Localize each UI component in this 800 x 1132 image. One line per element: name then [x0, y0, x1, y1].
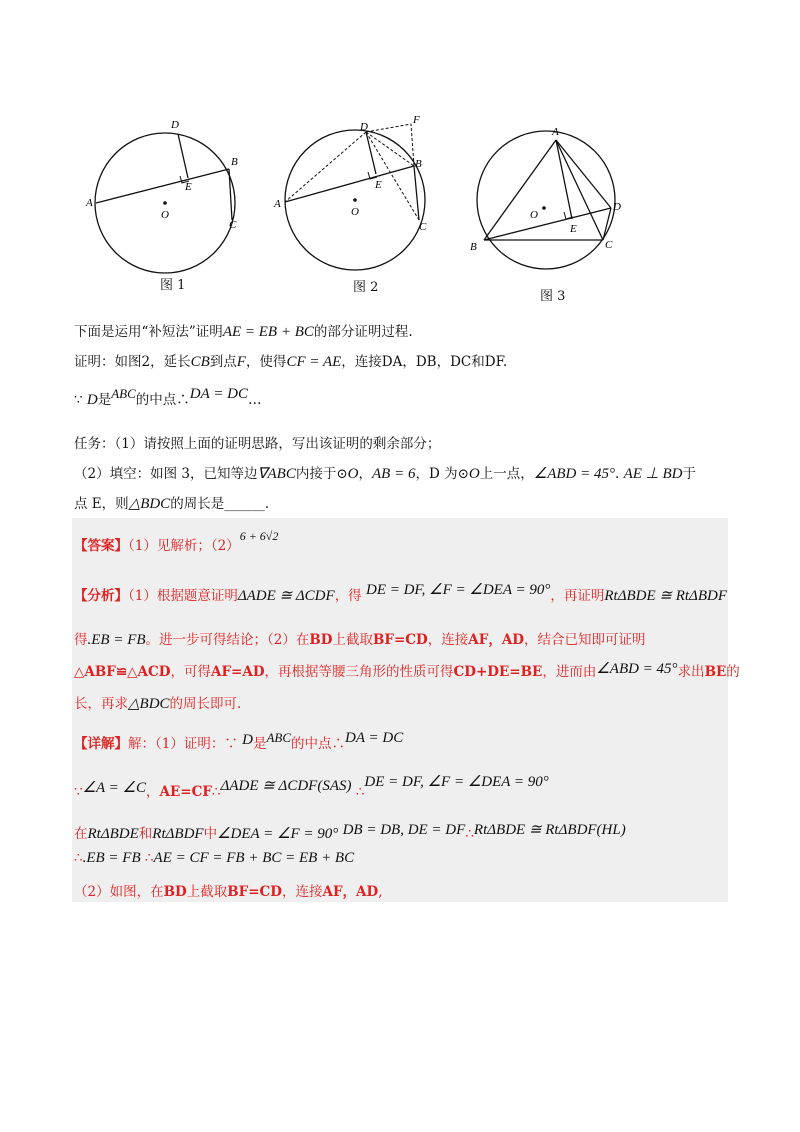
text: 到点 — [209, 354, 237, 370]
text: BF=CD — [373, 632, 428, 648]
math: △BDC — [128, 496, 171, 512]
text: ∴ — [211, 784, 221, 800]
math: ∇ABC — [257, 466, 296, 482]
center-dot — [542, 206, 546, 210]
label-a: A — [274, 198, 281, 210]
body-line-2 — [74, 350, 507, 371]
label-d: D — [360, 121, 368, 133]
math: RtΔBDF — [152, 826, 204, 842]
text: 的中点∴ — [291, 736, 346, 752]
segment-de — [178, 134, 188, 178]
label-o: O — [530, 209, 538, 221]
math: D — [86, 392, 98, 408]
text: 解：（1）证明：∵ — [128, 736, 238, 752]
task-line-1: 任务：（1）请按照上面的证明思路，写出该证明的剩余部分； — [74, 436, 441, 452]
math: AE = CF = FB + BC = EB + BC — [153, 850, 355, 866]
answer-tag: 【答案】 — [74, 538, 128, 554]
math: DE = DF, ∠F = ∠DEA = 90° — [365, 582, 551, 598]
analysis-line-2 — [74, 628, 646, 649]
label-e: E — [185, 181, 192, 193]
detail-line-4 — [74, 850, 354, 867]
text: ∴ — [74, 850, 83, 866]
math: RtΔBDE — [87, 826, 139, 842]
label-c: C — [419, 221, 427, 233]
analysis-line-3 — [74, 660, 740, 681]
figure-1 — [85, 118, 255, 293]
text: ，D 为⊙ — [415, 466, 469, 482]
figure-3-caption: 图 3 — [540, 289, 566, 304]
text: 是 — [97, 392, 112, 408]
figure-1-caption: 图 1 — [160, 278, 186, 293]
text: ∵ — [74, 784, 83, 800]
label-b: B — [231, 156, 238, 168]
math: CF = AE — [286, 354, 342, 370]
text: 上截取 — [186, 884, 228, 900]
detail-line-1 — [74, 732, 403, 753]
text: 的 — [726, 664, 740, 680]
label-a: A — [86, 197, 93, 209]
detail-line-3 — [74, 822, 626, 843]
text: AF，AD — [468, 632, 525, 648]
text: ∵ — [74, 392, 83, 408]
text: ， — [146, 784, 160, 800]
text: ，结合已知即可证明 — [524, 632, 646, 648]
text: 求出 — [677, 664, 705, 680]
chord-ab — [285, 166, 414, 202]
label-c: C — [605, 239, 613, 251]
text: BD — [309, 632, 333, 648]
math: ΔADE ≅ ΔCDF(SAS) — [220, 778, 352, 794]
center-dot — [353, 198, 357, 202]
text: 上一点， — [479, 466, 534, 482]
text: BD — [163, 884, 187, 900]
text: ∴ — [355, 784, 365, 800]
arc-math: ABC — [266, 730, 292, 745]
math: F — [236, 354, 246, 370]
text: （1）根据题意证明 — [128, 588, 238, 604]
task-line-3 — [74, 492, 269, 513]
text: 得 — [74, 632, 88, 648]
text: . — [614, 466, 620, 482]
text: ，连接 — [427, 632, 469, 648]
math: .EB = FB — [87, 632, 146, 648]
math: △BDC — [128, 696, 170, 712]
text: 中 — [203, 826, 218, 842]
text: （2）如图，在 — [74, 884, 164, 900]
analysis-line-1 — [74, 584, 727, 605]
segment-dc — [366, 132, 419, 220]
text: ，再根据等腰三角形的性质可得 — [264, 664, 454, 680]
math: O — [468, 466, 480, 482]
text: 的中点∴ — [135, 392, 190, 408]
text: CD+DE=BE — [453, 664, 543, 680]
label-d: D — [613, 201, 621, 213]
math: AE = EB + BC — [222, 324, 314, 340]
math: .EB = FB — [82, 850, 141, 866]
analysis-line-4 — [74, 692, 241, 713]
text: AF=AD — [210, 664, 265, 680]
figure-2-caption: 图 2 — [353, 280, 379, 295]
detail-line-5 — [74, 880, 383, 900]
text: 下面是运用“补短法”证明 — [74, 324, 223, 340]
chord-bc — [414, 166, 419, 220]
math: AE ⊥ BD — [623, 466, 683, 482]
math: DB = DB, DE = DF — [342, 822, 466, 838]
math: CB — [190, 354, 210, 370]
detail-line-2 — [74, 774, 549, 801]
text: 在 — [74, 826, 88, 842]
text: 于 — [682, 466, 696, 482]
text: 内接于⊙ — [295, 466, 348, 482]
text: ，可得 — [170, 664, 211, 680]
arc-math: ABC — [111, 386, 136, 401]
math: ∠ABD = 45° — [596, 661, 678, 677]
label-b: B — [470, 241, 477, 253]
segment-df — [366, 124, 411, 132]
detail-tag: 【详解】 — [74, 736, 128, 752]
chord-ab — [96, 169, 229, 203]
task-line-2 — [74, 462, 696, 483]
text: 长，再求 — [74, 696, 128, 712]
text: AF，AD — [322, 884, 379, 900]
math: DA = DC — [345, 730, 404, 746]
math: ∠ABD = 45° — [533, 466, 615, 482]
text: 和 — [138, 826, 153, 842]
label-o: O — [351, 206, 359, 218]
math: ΔADE ≅ ΔCDF — [237, 588, 335, 604]
text: ∴ — [144, 850, 154, 866]
text: AE=CF — [159, 784, 212, 800]
text: ，连接 — [341, 354, 382, 370]
circle-o — [477, 131, 615, 269]
text: ， — [358, 466, 373, 482]
segment-ae — [556, 140, 572, 219]
text: ∴ — [465, 826, 474, 842]
segment-dc — [603, 208, 611, 240]
math: O — [347, 466, 359, 482]
text: … — [247, 392, 262, 408]
figure-2 — [272, 112, 444, 292]
text: （2）填空：如图 3，已知等边 — [74, 466, 258, 482]
text: △ABF≌△ACD — [74, 664, 171, 680]
answer-line — [74, 529, 279, 554]
label-o: O — [161, 209, 169, 221]
text: ，进而由 — [542, 664, 597, 680]
answer-value: 6 + 6√2 — [239, 529, 279, 543]
math: D — [242, 732, 253, 748]
text: ，连接 — [281, 884, 323, 900]
math: ∠DEA = ∠F = 90° — [217, 826, 339, 842]
center-dot — [163, 201, 167, 205]
text: , — [378, 884, 383, 900]
math: DE = DF, ∠F = ∠DEA = 90° — [364, 774, 549, 790]
segment-da — [285, 132, 366, 202]
text: 上截取 — [332, 632, 373, 648]
text: ，使得 — [245, 354, 287, 370]
text: ，再证明 — [550, 588, 605, 604]
math: RtΔBDE ≅ RtΔBDF — [604, 588, 728, 604]
label-c: C — [229, 219, 237, 231]
text: 的部分证明过程. — [313, 324, 413, 340]
label-d: D — [171, 119, 179, 131]
text: 的周长即可. — [169, 696, 242, 712]
text: ，得 — [334, 588, 362, 604]
text: 点 E，则 — [74, 496, 129, 512]
body-line-1 — [74, 320, 413, 341]
math: DA = DC — [189, 386, 248, 402]
math: AB = 6 — [372, 466, 416, 482]
analysis-tag: 【分析】 — [74, 588, 128, 604]
text: 是 — [252, 736, 267, 752]
label-e: E — [570, 223, 577, 235]
label-f: F — [413, 114, 420, 126]
label-a: A — [552, 126, 559, 138]
label-b: B — [415, 158, 422, 170]
text: BF=CD — [227, 884, 282, 900]
text: 。进一步可得结论；（2）在 — [145, 632, 310, 648]
label-e: E — [375, 179, 382, 191]
figure-3 — [466, 120, 632, 290]
text: 的周长是______. — [170, 496, 269, 512]
text: DA，DB，DC和DF. — [381, 354, 508, 370]
math: RtΔBDE ≅ RtΔBDF(HL) — [473, 822, 626, 838]
math: ∠A = ∠C — [82, 780, 147, 796]
text: 证明：如图2，延长 — [74, 354, 191, 370]
answer-text: （1）见解析；（2） — [128, 538, 240, 554]
body-line-3 — [74, 388, 261, 409]
text: BE — [704, 664, 727, 680]
